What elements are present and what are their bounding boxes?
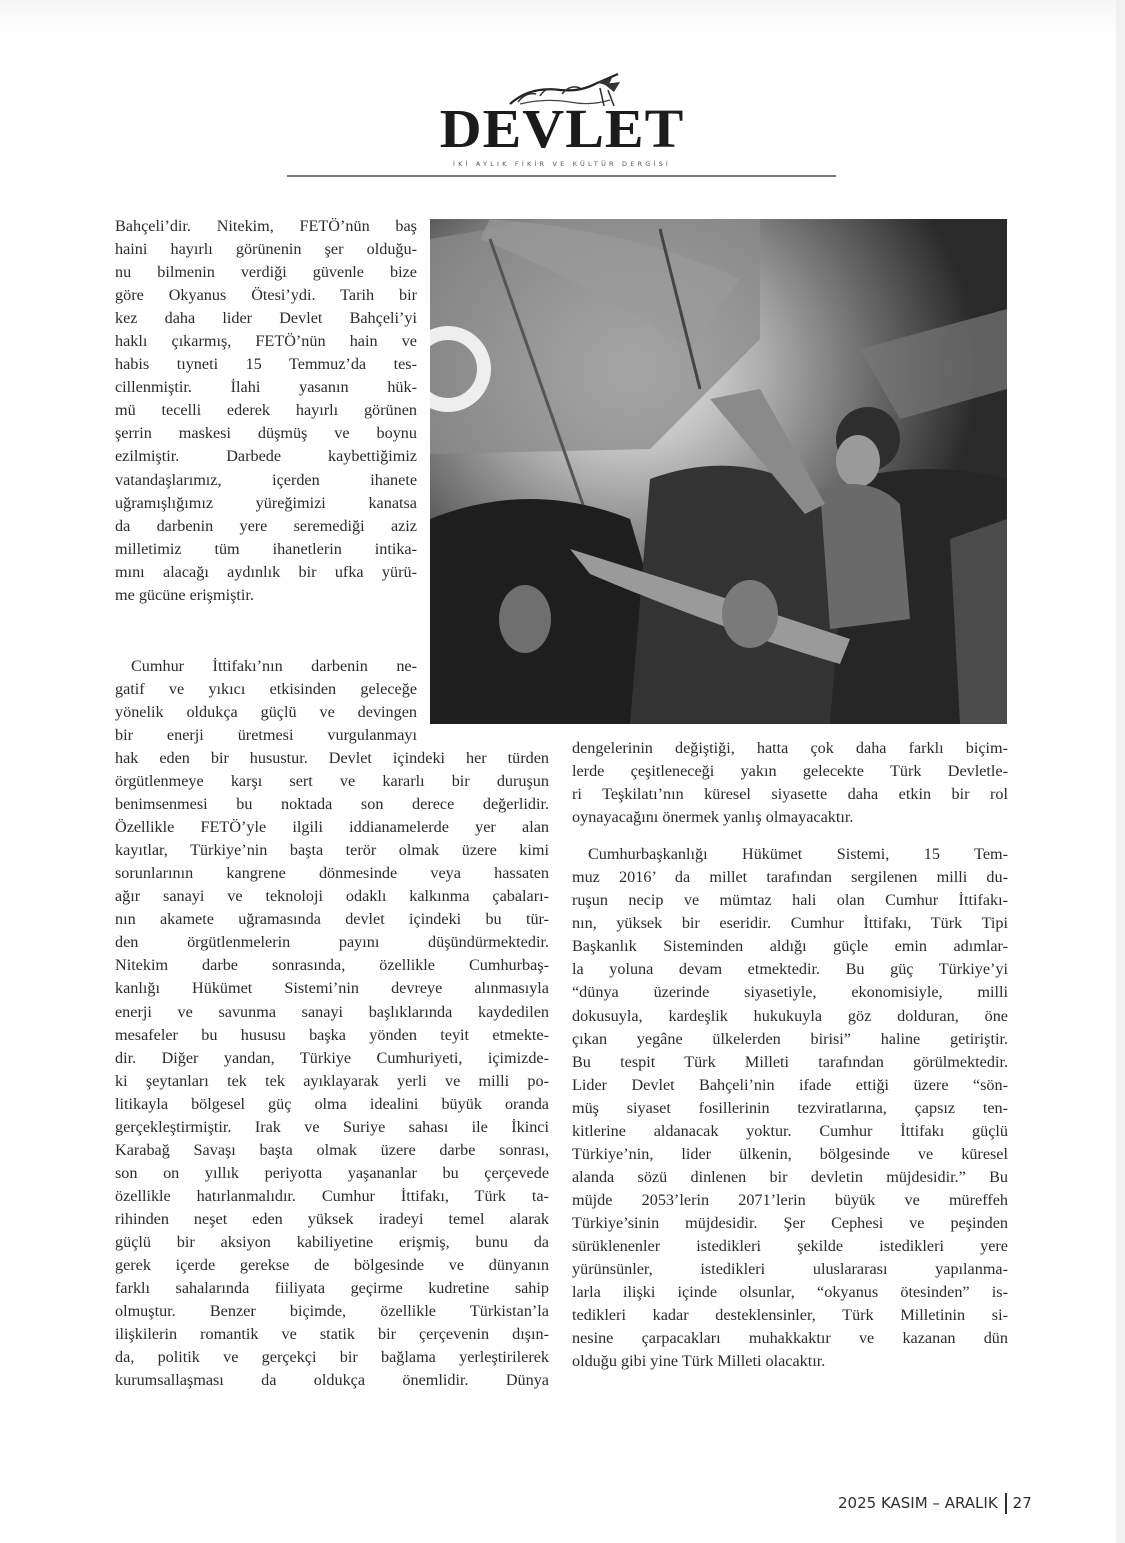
page-edge bbox=[1116, 0, 1125, 1543]
photo-illustration bbox=[430, 219, 1007, 724]
page-footer bbox=[838, 1492, 1032, 1514]
text-line: la yoluna devam etmektedir. Bu güç Türkiye’yi bbox=[572, 960, 1008, 979]
text-line: güçlü bir aksiyon kabiliyetine erişmiş, bunu da bbox=[115, 1232, 549, 1251]
text-line: dokusuyla, kardeşlik hukukuyla göz dolduran, öne bbox=[572, 1006, 1008, 1025]
text-line: örgütlenmeye karşı sert ve kararlı bir duruşun bbox=[115, 772, 549, 791]
text-line: Türkiye’sinin müjdesidir. Şer Cephesi ve peşinden bbox=[572, 1213, 1008, 1232]
text-line: müş siyaset fosillerinin tezviratlarına, çapsız ten- bbox=[572, 1098, 1008, 1117]
text-line: dir. Diğer yandan, Türkiye Cumhuriyeti, içimizde- bbox=[115, 1048, 549, 1067]
text-line: yürünsünler, istedikleri uluslararası yapılanma- bbox=[572, 1260, 1008, 1279]
text-line: alanda sözü dinlenen bir devletin müjdesidir.” Bu bbox=[572, 1167, 1008, 1186]
text-line: cillenmiştir. İlahi yasanın hük- bbox=[115, 378, 417, 397]
text-line: lerde çeşitleneceği yakın gelecekte Türk Devletle- bbox=[572, 762, 1008, 781]
text-line: ruşun necip ve mümtaz hali olan Cumhur İttifakı- bbox=[572, 891, 1008, 910]
text-line: nu bilmenin verdiği güvenle bize bbox=[115, 263, 417, 282]
text-line: milletimiz tüm ihanetlerin intika- bbox=[115, 539, 417, 558]
text-line: Bahçeli’dir. Nitekim, FETÖ’nün baş bbox=[115, 217, 417, 235]
text-line: yönelik oldukça güçlü ve devingen bbox=[115, 703, 417, 722]
article-photo bbox=[430, 219, 1007, 724]
page-top-shadow bbox=[0, 0, 1116, 40]
text-line: kayıtlar, Türkiye’nin başta terör olmak üzere kimi bbox=[115, 841, 549, 860]
page-number: 27 bbox=[1012, 1494, 1032, 1512]
text-line: farklı sahalarında fiiliyata geçirme kudretine sahip bbox=[115, 1279, 549, 1298]
left-column-paragraph-2-wide bbox=[115, 747, 549, 1392]
text-line: litikayla bölgesel güç olma idealini büyük oranda bbox=[115, 1094, 549, 1113]
magazine-tagline: İKİ AYLIK FİKİR VE KÜLTÜR DERGİSİ bbox=[452, 160, 672, 168]
issue-date: 2025 KASIM – ARALIK bbox=[838, 1494, 998, 1512]
text-line: kanlığı Hükümet Sistemi’nin devreye alınmasıyla bbox=[115, 979, 549, 998]
text-line: da darbenin yere seremediği aziz bbox=[115, 516, 417, 535]
text-line: nın, yüksek bir eseridir. Cumhur İttifakı, Türk Tipi bbox=[572, 914, 1008, 933]
text-line: gerçekleştirmiştir. Irak ve Suriye sahası ile İkinci bbox=[115, 1117, 549, 1136]
text-line: nın akamete uğramasında devlet içindeki bu tür- bbox=[115, 910, 549, 929]
text-line: vatandaşlarımız, içerden ihanete bbox=[115, 470, 417, 489]
text-line: habis tıyneti 15 Temmuz’da tes- bbox=[115, 355, 417, 374]
text-line: hak eden bir husustur. Devlet içindeki her türden bbox=[115, 749, 549, 767]
text-line: özellikle hatırlanmalıdır. Cumhur İttifakı, Türk ta- bbox=[115, 1186, 549, 1205]
text-line: tedikleri kadar desteklensinler, Türk Milletinin si- bbox=[572, 1306, 1008, 1325]
text-line: şerrin maskesi düşmüş ve boynu bbox=[115, 424, 417, 443]
text-line: Özellikle FETÖ’yle ilgili iddianamelerde yer alan bbox=[115, 818, 549, 837]
text-line: gatif ve yıkıcı etkisinden geleceğe bbox=[115, 680, 417, 699]
text-line: rihinden neşet eden yüksek iradeyi temel alarak bbox=[115, 1209, 549, 1228]
text-line: nesine çarpacakları muhakkaktır ve kazanan dün bbox=[572, 1329, 1008, 1348]
text-line: dengelerinin değiştiği, hatta çok daha farklı biçim- bbox=[572, 739, 1008, 757]
text-line: oynayacağını önermek yanlış olmayacaktır. bbox=[572, 808, 854, 827]
text-line: Karabağ Savaşı başta olmak üzere darbe sonrası, bbox=[115, 1140, 549, 1159]
text-line: Bu tespit Türk Milleti tarafından görülmektedir. bbox=[572, 1052, 1008, 1071]
paragraph-gap bbox=[572, 829, 1008, 843]
text-line: ezilmiştir. Darbede kaybettiğimiz bbox=[115, 447, 417, 466]
masthead bbox=[430, 72, 694, 168]
text-line: olduğu gibi yine Türk Milleti olacaktır. bbox=[572, 1352, 826, 1371]
text-line: mü tecelli ederek hayırlı görünen bbox=[115, 401, 417, 420]
text-line: haini hayırlı görünenin şer olduğu- bbox=[115, 240, 417, 259]
footer-divider bbox=[1005, 1493, 1007, 1514]
text-line: kurumsallaşması da oldukça önemlidir. Dünya bbox=[115, 1371, 549, 1390]
text-line: muz 2016’ da millet tarafından sergilenen milli du- bbox=[572, 868, 1008, 887]
right-column bbox=[572, 737, 1008, 1373]
text-line: Lider Devlet Bahçeli’nin ifade ettiği üzere “sön- bbox=[572, 1075, 1008, 1094]
text-line: sürüklenenler istedikleri şekilde istedikleri yere bbox=[572, 1236, 1008, 1255]
magazine-logo: DEVLET bbox=[439, 97, 685, 160]
header-rule bbox=[287, 175, 836, 177]
text-line: larla ilişki içinde olsunlar, “okyanus ötesinden” is- bbox=[572, 1283, 1008, 1302]
text-line: çıkan yegâne ülkelerden birisi” haline getiriştir. bbox=[572, 1029, 1008, 1048]
text-line: “dünya üzerinde siyasetiyle, ekonomisiyle, milli bbox=[572, 983, 1008, 1002]
text-line: ri Teşkilatı’nın küresel siyasette daha etkin bir rol bbox=[572, 785, 1008, 804]
text-line: gerek içerde gerekse de bölgesinde ve dünyanın bbox=[115, 1256, 549, 1275]
text-line: me gücüne erişmiştir. bbox=[115, 585, 254, 604]
text-line: mesafeler bu hususu başka yönden teyit etmekte- bbox=[115, 1025, 549, 1044]
text-line: Nitekim darbe sonrasında, özellikle Cumhurbaş- bbox=[115, 956, 549, 975]
text-line: ilişkilerin romantik ve statik bir çerçevenin dışın- bbox=[115, 1325, 549, 1344]
text-line: enerji ve savunma sanayi başlıklarında kaydedilen bbox=[115, 1002, 549, 1021]
text-line: bir enerji üretmesi vurgulanmayı bbox=[115, 726, 417, 745]
text-line: da, politik ve gerçekçi bir bağlama yerleştirilerek bbox=[115, 1348, 549, 1367]
text-line: kez daha lider Devlet Bahçeli’yi bbox=[115, 309, 417, 328]
text-line: son on yıllık periyotta yaşananlar bu çerçevede bbox=[115, 1163, 549, 1182]
left-column-paragraph-1 bbox=[115, 215, 417, 607]
text-line: benimsenmesi bu noktada son derece değerlidir. bbox=[115, 795, 549, 814]
text-line: den örgütlenmelerin payını düşündürmektedir. bbox=[115, 933, 549, 952]
text-line: Cumhurbaşkanlığı Hükümet Sistemi, 15 Tem- bbox=[588, 845, 1008, 864]
text-line: kitlerine aldanacak yoktur. Cumhur İttifakı güçlü bbox=[572, 1121, 1008, 1140]
text-line: olmuştur. Benzer biçimde, özellikle Türkistan’la bbox=[115, 1302, 549, 1321]
text-line: göre Okyanus Ötesi’ydi. Tarih bir bbox=[115, 286, 417, 305]
left-column-paragraph-2-narrow bbox=[115, 655, 417, 747]
text-line: Türkiye’nin, lider ülkenin, bölgesinde ve küresel bbox=[572, 1144, 1008, 1163]
text-line: mını alacağı aydınlık bir ufka yürü- bbox=[115, 562, 417, 581]
text-line: Cumhur İttifakı’nın darbenin ne- bbox=[131, 657, 417, 675]
text-line: ki şeytanları tek tek ayıklayarak yerli ve milli po- bbox=[115, 1071, 549, 1090]
text-line: sorunlarının kangrene dönmesinde veya hassaten bbox=[115, 864, 549, 883]
text-line: Başkanlık Sisteminden aldığı güçle emin adımlar- bbox=[572, 937, 1008, 956]
text-line: ağır sanayi ve teknoloji odaklı kalkınma çabaları- bbox=[115, 887, 549, 906]
text-line: müjde 2053’lerin 2071’lerin büyük ve müreffeh bbox=[572, 1190, 1008, 1209]
text-line: haklı çıkarmış, FETÖ’nün hain ve bbox=[115, 332, 417, 351]
text-line: uğramışlığımız yüreğimizi kanatsa bbox=[115, 493, 417, 512]
